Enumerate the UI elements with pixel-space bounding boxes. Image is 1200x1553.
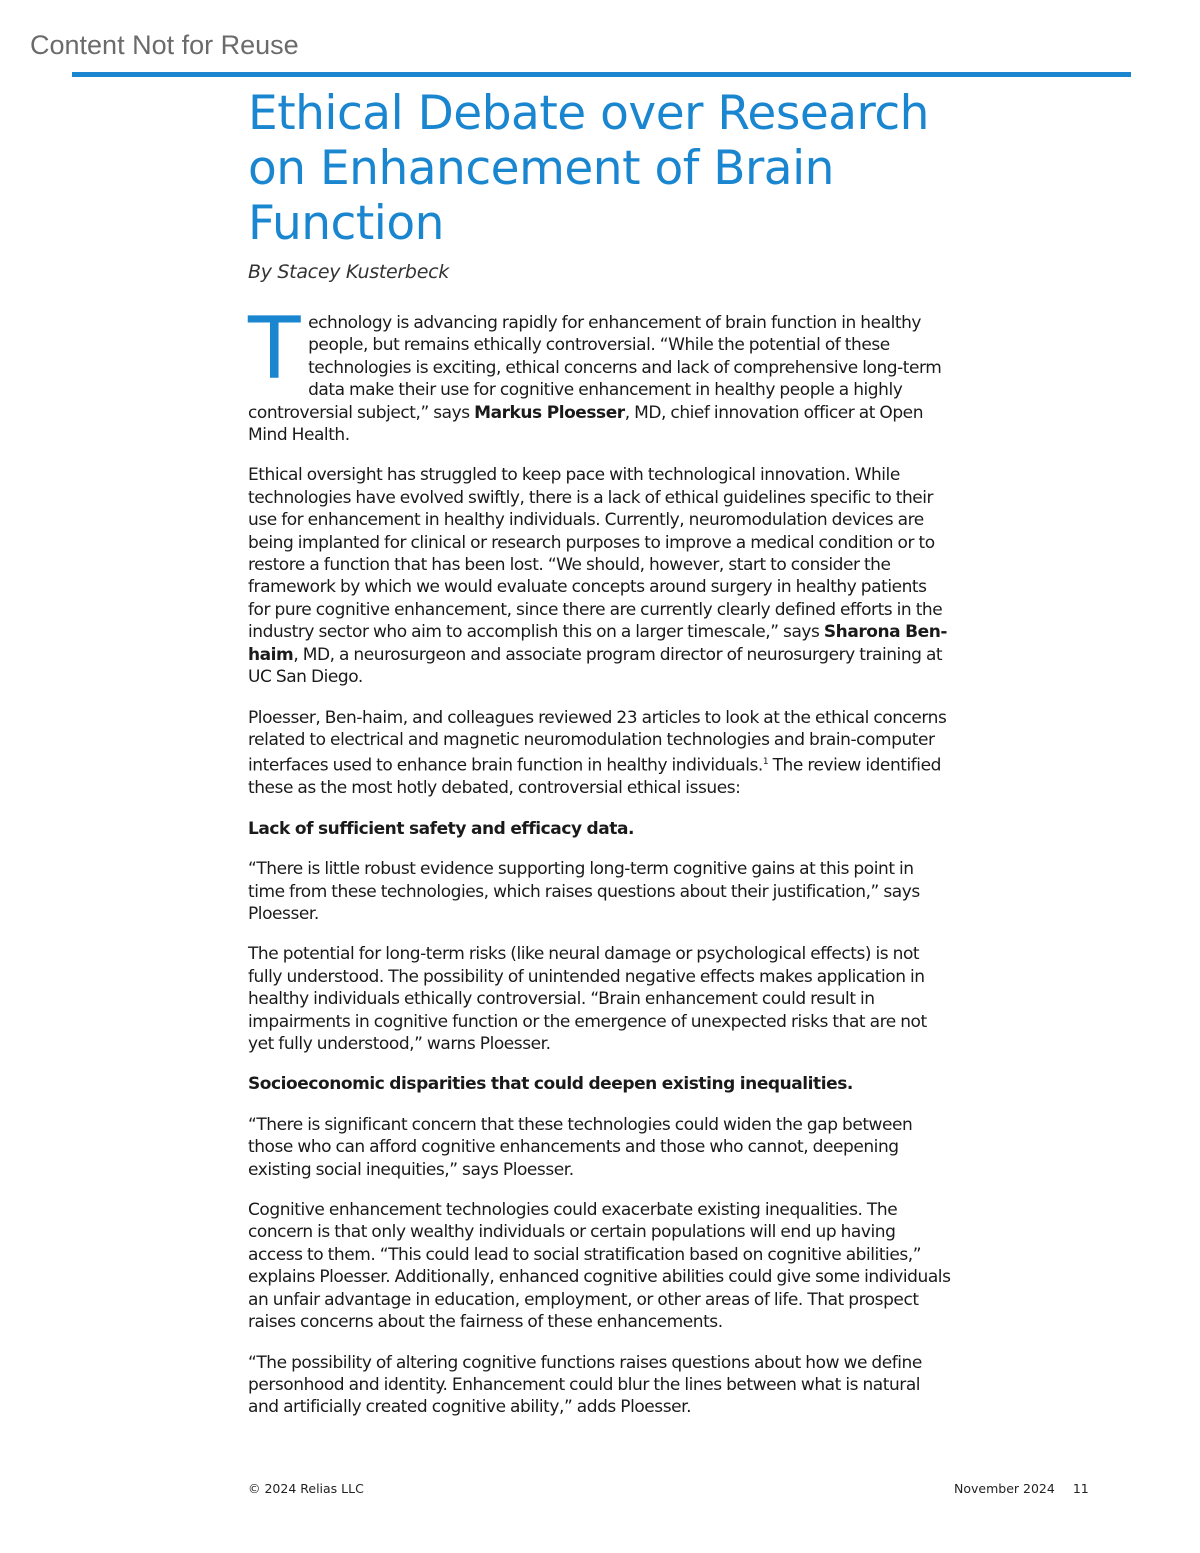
paragraph-3 — [248, 707, 953, 800]
person-name-ben-haim: Sharona Ben-haim — [248, 622, 948, 665]
drop-cap: T — [248, 299, 301, 399]
paragraph-4: “There is little robust evidence supporting long-term cognitive gains at this point in time from these technologies, which raises questions about their justification,” says Ploesser. — [248, 859, 920, 924]
paragraph-7: Cognitive enhancement technologies could exacerbate existing inequalities. The concern is that only wealthy individuals or certain populations will end up having access to them. “This could lead to social stratification based on cognitive abilities,” explains Ploesser. Additionally, enhanced cognitive abilities could give some individuals an unfair advantage in education, employment, or other areas of life. That prospect raises concerns about the fairness of these enhancements. — [248, 1200, 951, 1333]
header-rule — [72, 72, 1131, 77]
paragraph-2-text-a: Ethical oversight has struggled to keep pace with technological innovation. While technologies have evolved swiftly, there is a lack of ethical guidelines specific to their use for enhancement in healthy individuals. Currently, neuromodulation devices are being implanted for clinical or research purposes to improve a medical condition or to restore a function that has been lost. “We should, however, start to consider the framework by which we would evaluate concepts around surgery in healthy patients for pure cognitive enhancement, since there are currently clearly defined efforts in the industry sector who aim to accomplish this on a larger timescale,” says — [248, 465, 943, 643]
paragraph-6: “There is significant concern that these technologies could widen the gap between those who can afford cognitive enhancements and those who cannot, deepening existing social inequities,” says Ploesser. — [248, 1114, 913, 1180]
paragraph-1 — [248, 299, 953, 446]
footer-right — [954, 1481, 1089, 1496]
subheading-safety: Lack of sufficient safety and efficacy data. — [248, 818, 634, 839]
paragraph-2 — [248, 464, 953, 688]
paragraph-8: “The possibility of altering cognitive functions raises questions about how we define personhood and identity. Enhancement could blur the lines between what is natural and artificially created cognitive ability,” adds Ploesser. — [248, 1352, 922, 1418]
person-name-ploesser: Markus Ploesser — [474, 402, 625, 423]
footnote-reference: 1 — [762, 757, 769, 768]
paragraph-1-text-a: echnology is advancing rapidly for enhancement of brain function in healthy people, but remains ethically controversial. “While the potential of these technologies is exciting, ethical concerns and lack of comprehensive long-term data make their use for cognitive enhancement in healthy people a highly controversial subject,” says — [248, 313, 942, 423]
paragraph-3-text-a: Ploesser, Ben-haim, and colleagues reviewed 23 articles to look at the ethical concerns related to electrical and magnetic neuromodulation technologies and brain-computer interfaces used to enhance brain function in healthy individuals. — [248, 707, 947, 776]
paragraph-3-text-b: The review identified these as the most hotly debated, controversial ethical issues: — [248, 755, 941, 799]
article-title: Ethical Debate over Research on Enhancement of Brain Function — [248, 86, 929, 251]
paragraph-1-text-b: , MD, chief innovation officer at Open Mind Health. — [248, 402, 924, 446]
article — [248, 86, 953, 1437]
watermark-text: Content Not for Reuse — [30, 30, 299, 60]
byline: By Stacey Kusterbeck — [248, 261, 449, 283]
footer-date: November 2024 — [954, 1481, 1055, 1496]
paragraph-5: The potential for long-term risks (like neural damage or psychological effects) is not fully understood. The possibility of unintended negative effects makes application in healthy individuals ethically controversial. “Brain enhancement could result in impairments in cognitive function or the emergence of unexpected risks that are not yet fully understood,” warns Ploesser. — [248, 944, 927, 1055]
article-body — [248, 299, 953, 1419]
page-number: 11 — [1072, 1481, 1089, 1496]
footer-copyright: © 2024 Relias LLC — [248, 1481, 364, 1496]
paragraph-2-text-b: , MD, a neurosurgeon and associate program director of neurosurgery training at UC San Diego. — [248, 644, 943, 688]
subheading-socioeconomic: Socioeconomic disparities that could deepen existing inequalities. — [248, 1074, 853, 1095]
